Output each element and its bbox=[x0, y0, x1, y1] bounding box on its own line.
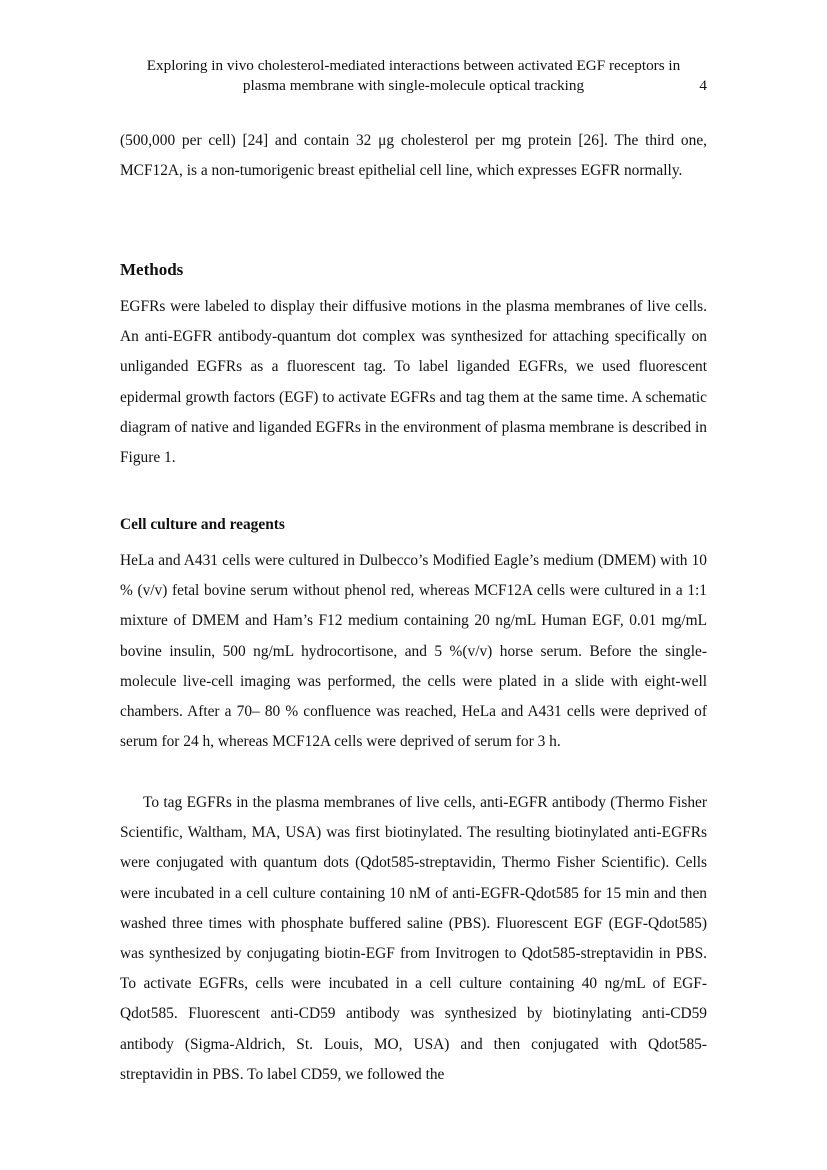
cell-culture-paragraph-1: HeLa and A431 cells were cultured in Dulbecco’s Modified Eagle’s medium (DMEM) with 10 % (v/v) fetal bovine serum without phenol red, whereas MCF12A cells were cultured in a 1:1 mixture of DMEM and Ham’s F12 medium containing 20 ng/mL Human EGF, 0.01 mg/mL bovine insulin, 500 ng/mL hydrocortisone, and 5 %(v/v) horse serum. Before the single-molecule live-cell imaging was performed, the cells were plated in a slide with eight-well chambers. After a 70– 80 % confluence was reached, HeLa and A431 cells were deprived of serum for 24 h, whereas MCF12A cells were deprived of serum for 3 h. bbox=[120, 552, 707, 751]
subsection-heading-cell-culture: Cell culture and reagents bbox=[120, 516, 285, 533]
section-heading-methods: Methods bbox=[120, 260, 184, 279]
running-header bbox=[120, 56, 707, 96]
intro-paragraph: (500,000 per cell) [24] and contain 32 μg cholesterol per mg protein [26]. The third one, MCF12A, is a non-tumorigenic breast epithelial cell line, which expresses EGFR normally. bbox=[120, 132, 707, 180]
methods-paragraph: EGFRs were labeled to display their diffusive motions in the plasma membranes of live cells. An anti-EGFR antibody-quantum dot complex was synthesized for attaching specifically on unliganded EGFRs as a fluorescent tag. To label liganded EGFRs, we used fluorescent epidermal growth factors (EGF) to activate EGFRs and tag them at the same time. A schematic diagram of native and liganded EGFRs in the environment of plasma membrane is described in Figure 1. bbox=[120, 298, 707, 467]
running-header-title-line-2: plasma membrane with single-molecule optical tracking bbox=[242, 77, 585, 94]
cell-culture-paragraph-2: To tag EGFRs in the plasma membranes of live cells, anti-EGFR antibody (Thermo Fisher Scientific, Waltham, MA, USA) was first biotinylated. The resulting biotinylated anti-EGFRs were conjugated with quantum dots (Qdot585-streptavidin, Thermo Fisher Scientific). Cells were incubated in a cell culture containing 10 nM of anti-EGFR-Qdot585 for 15 min and then washed three times with phosphate buffered saline (PBS). Fluorescent EGF (EGF-Qdot585) was synthesized by conjugating biotin-EGF from Invitrogen to Qdot585-streptavidin in PBS. To activate EGFRs, cells were incubated in a cell culture containing 40 ng/mL of EGF-Qdot585. Fluorescent anti-CD59 antibody was synthesized by biotinylating anti-CD59 antibody (Sigma-Aldrich, St. Louis, MO, USA) and then conjugated with Qdot585-streptavidin in PBS. To label CD59, we followed the bbox=[120, 794, 707, 1083]
page-number: 4 bbox=[699, 77, 707, 94]
running-header-title-line-1: Exploring in vivo cholesterol-mediated interactions between activated EGF receptors in bbox=[146, 57, 681, 74]
